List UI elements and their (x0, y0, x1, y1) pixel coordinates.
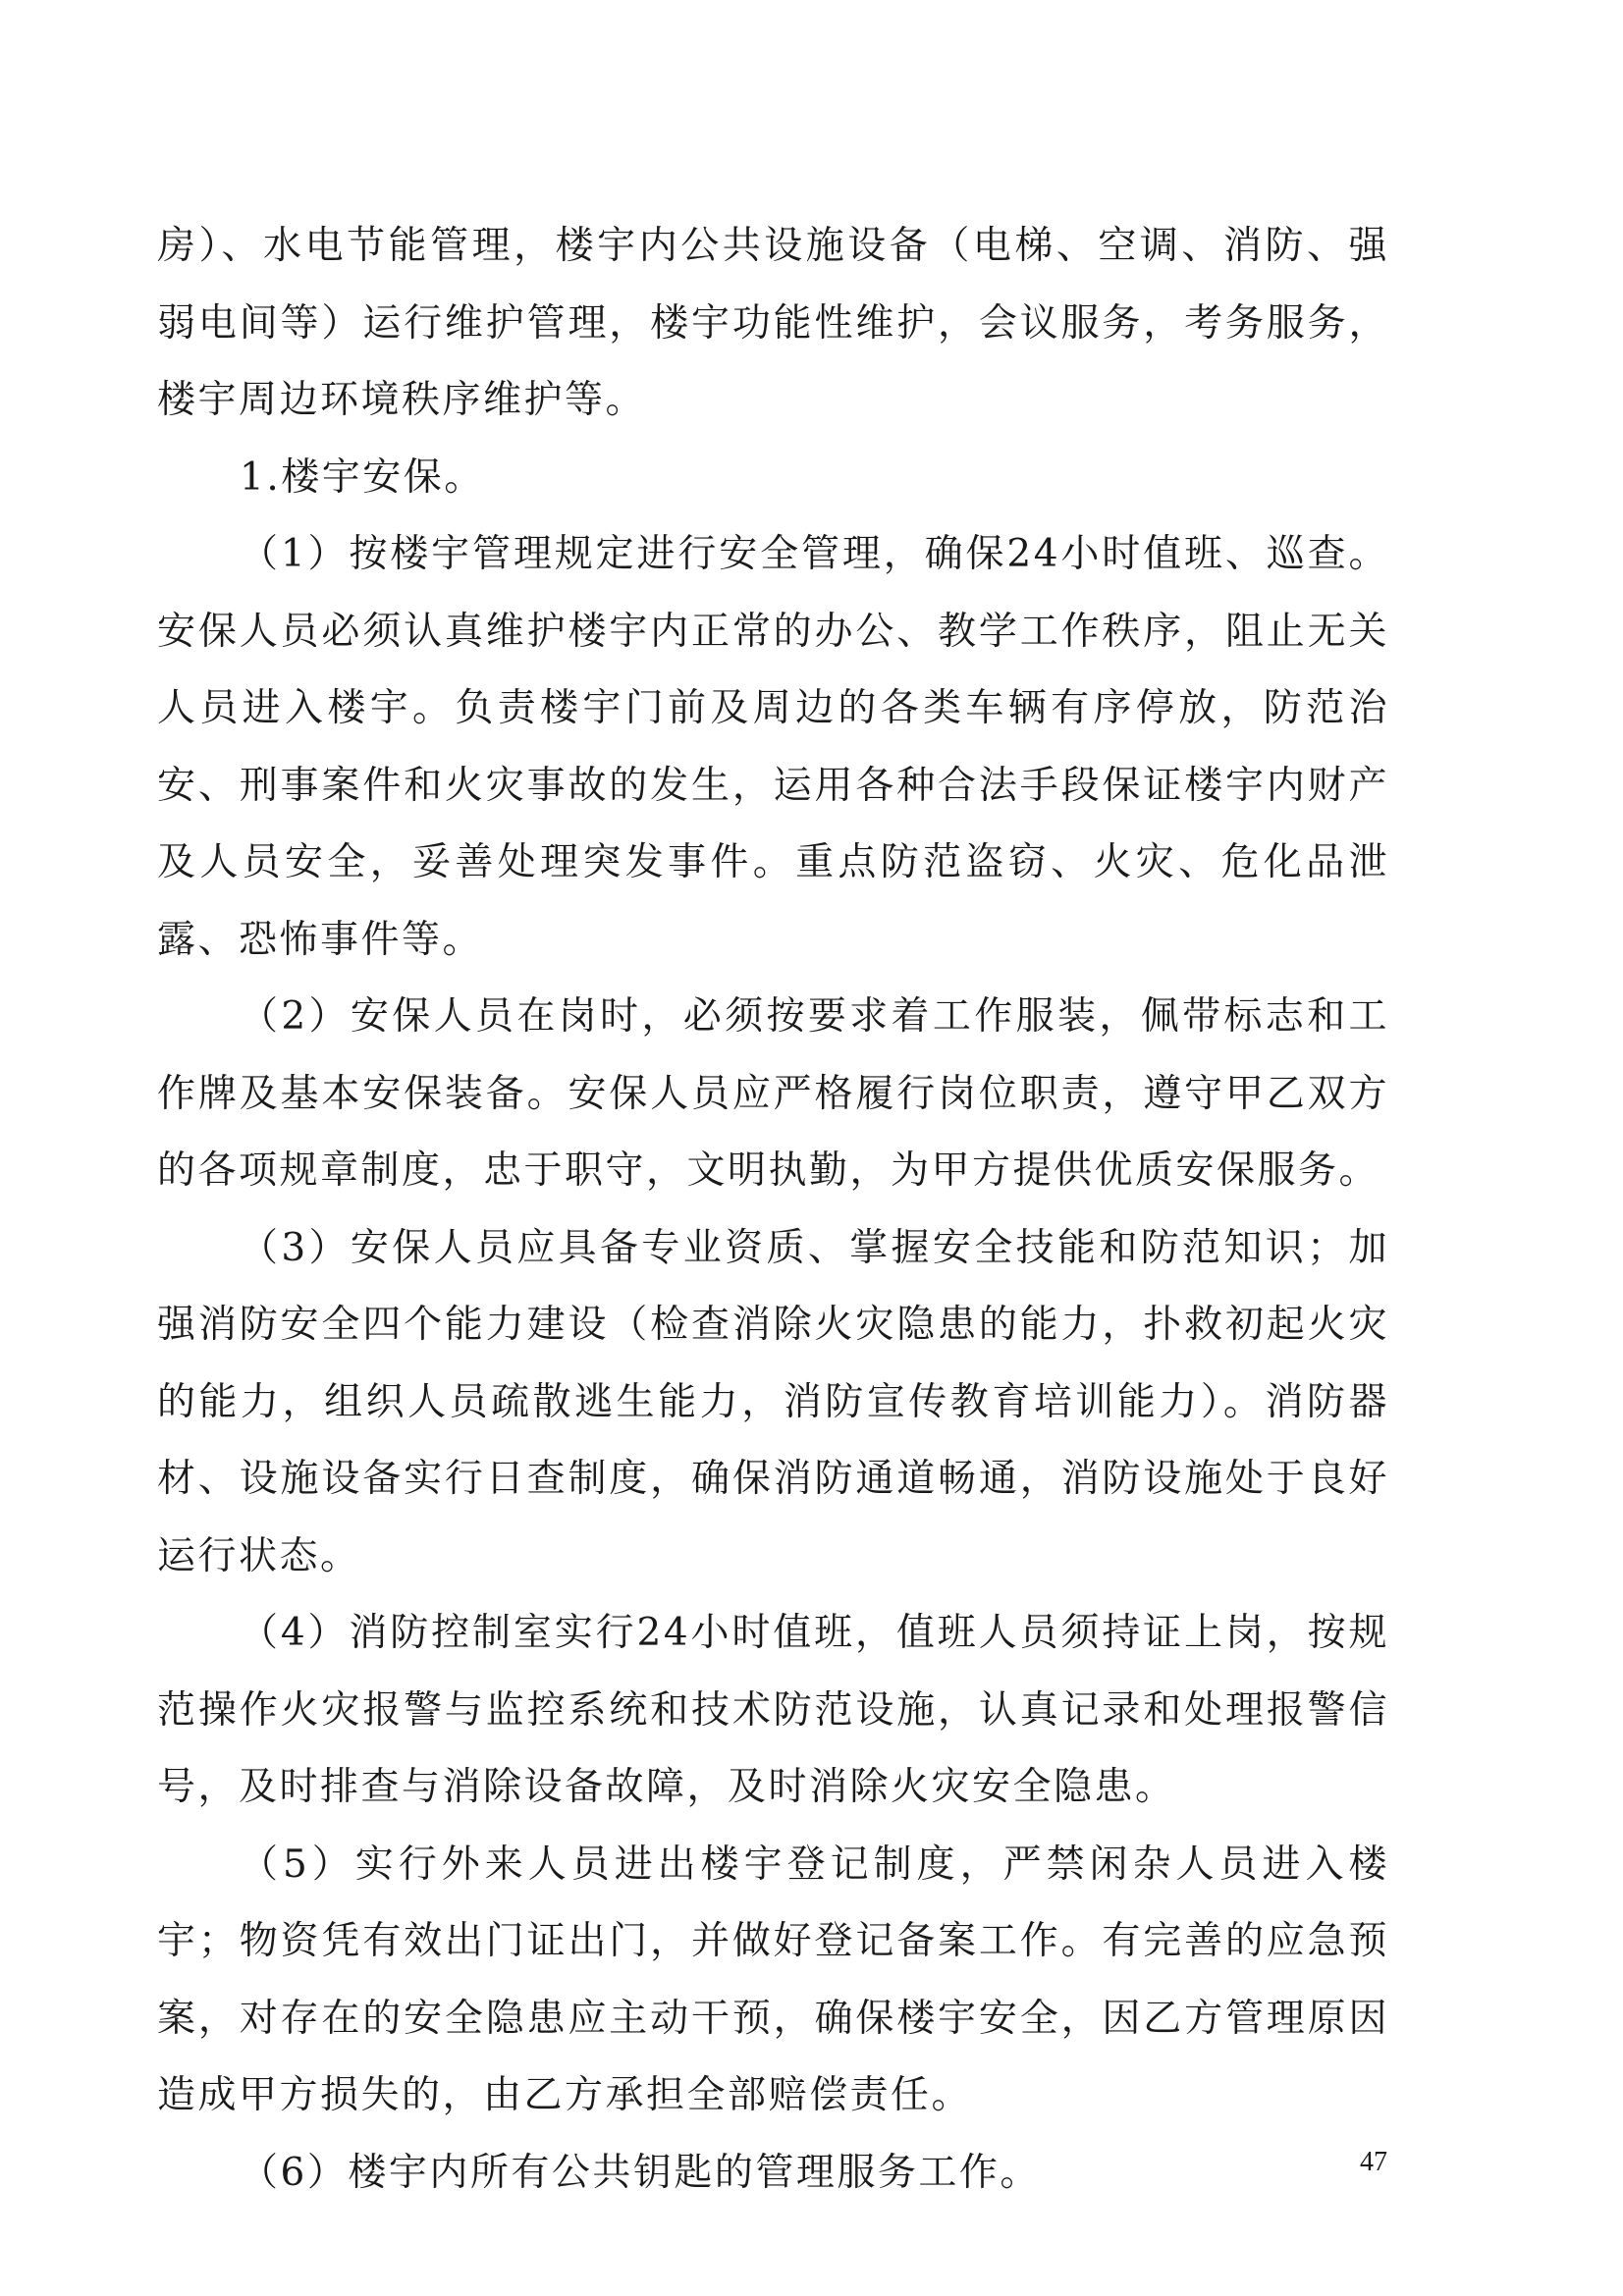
document-body (157, 208, 1389, 2212)
paragraph-item-3: （3）安保人员应具备专业资质、掌握安全技能和防范知识；加强消防安全四个能力建设（检查消除火灾隐患的能力，扑救初起火灾的能力，组织人员疏散逃生能力，消防宣传教育培训能力）。消防器材、设施设备实行日查制度，确保消防通道畅通，消防设施处于良好运行状态。 (157, 1225, 1389, 1578)
paragraph-item-1: （1）按楼宇管理规定进行安全管理，确保24小时值班、巡查。安保人员必须认真维护楼宇内正常的办公、教学工作秩序，阻止无关人员进入楼宇。负责楼宇门前及周边的各类车辆有序停放，防范治安、刑事案件和火灾事故的发生，运用各种合法手段保证楼宇内财产及人员安全，妥善处理突发事件。重点防范盗窃、火灾、危化品泄露、恐怖事件等。 (157, 532, 1389, 962)
paragraph-continuation: 房）、水电节能管理，楼宇内公共设施设备（电梯、空调、消防、强弱电间等）运行维护管理，楼宇功能性维护，会议服务，考务服务，楼宇周边环境秩序维护等。 (157, 224, 1389, 422)
paragraph-item-4: （4）消防控制室实行24小时值班，值班人员须持证上岗，按规范操作火灾报警与监控系统和技术防范设施，认真记录和处理报警信号，及时排查与消除设备故障，及时消除火灾安全隐患。 (157, 1611, 1389, 1809)
paragraph-item-6: （6）楼宇内所有公共钥匙的管理服务工作。 (240, 2150, 1041, 2195)
paragraph-item-2: （2）安保人员在岗时，必须按要求着工作服装，佩带标志和工作牌及基本安保装备。安保人员应严格履行岗位职责，遵守甲乙双方的各项规章制度，忠于职守，文明执勤，为甲方提供优质安保服务。 (157, 994, 1389, 1193)
paragraph-item-5: （5）实行外来人员进出楼宇登记制度，严禁闲杂人员进入楼宇；物资凭有效出门证出门，并做好登记备案工作。有完善的应急预案，对存在的安全隐患应主动干预，确保楼宇安全，因乙方管理原因造成甲方损失的，由乙方承担全部赔偿责任。 (157, 1842, 1389, 2117)
section-heading-building-security: 1.楼宇安保。 (240, 454, 485, 500)
page-number: 47 (1360, 2147, 1387, 2177)
